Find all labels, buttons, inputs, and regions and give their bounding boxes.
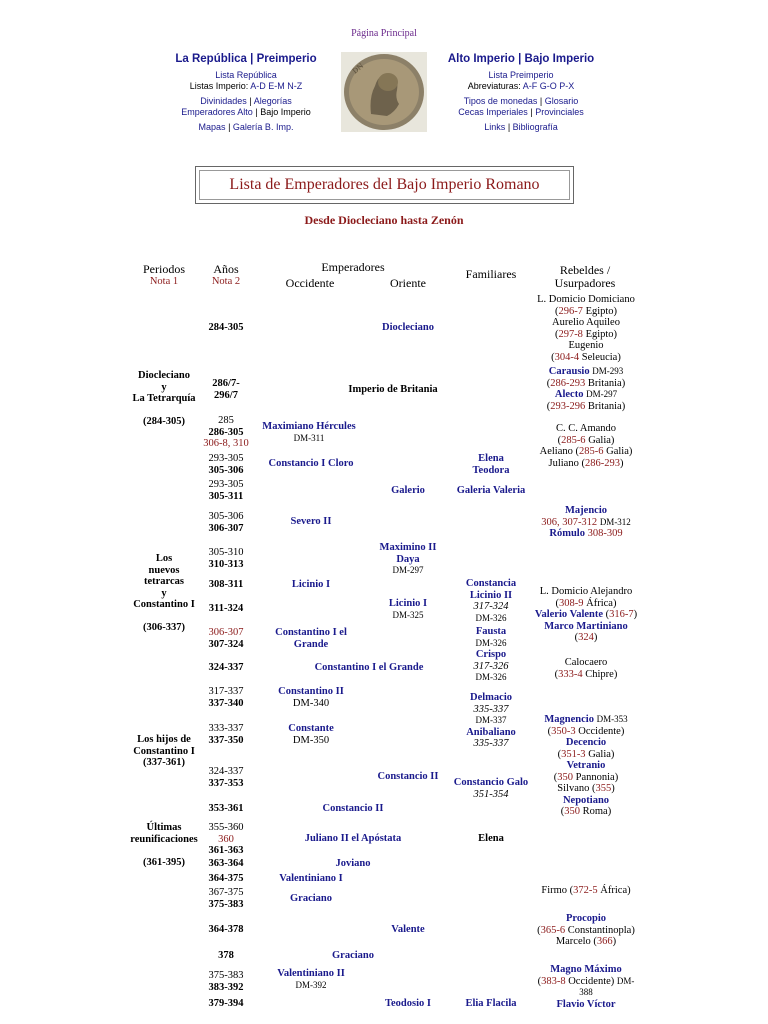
nav-right-head: Alto Imperio | Bajo Imperio xyxy=(447,53,595,65)
rebels-block-10: Magno Máximo (383-8 Occidente) DM- 388 Flavio Víctor xyxy=(537,964,635,1010)
family-link[interactable]: Constancia xyxy=(465,578,517,589)
year-cell: 306-307 307-324 xyxy=(208,627,244,650)
year-cell: 367-375 375-383 xyxy=(208,887,244,910)
year-cell: 285 286-305 306-8, 310 xyxy=(203,415,249,449)
rebel-link[interactable]: Vetranio xyxy=(566,760,606,771)
year-cell: 324-337 337-353 xyxy=(208,766,244,789)
rebel-link[interactable]: Flavio Víctor xyxy=(556,998,616,1010)
nav-listas-label: Listas Imperio: xyxy=(189,80,249,91)
rebels-block-1: L. Domicio Domiciano (296-7 Egipto) Aurelio Aquileo (297-8 Egipto) Eugenio (304-4 Seleucia) xyxy=(537,294,635,363)
year-cell: 293-305 305-311 xyxy=(208,479,244,502)
year-cell: 317-337 337-340 xyxy=(208,686,244,709)
emperor-link[interactable]: Graciano xyxy=(290,893,332,904)
emperor-link[interactable]: Valentiniano I xyxy=(279,873,343,884)
header-emperadores: Emperadores xyxy=(321,260,385,274)
nav-glosario[interactable]: Glosario xyxy=(544,96,579,106)
year-cell: 286/7- 296/7 xyxy=(212,378,240,401)
rebel-link[interactable]: Magno Máximo xyxy=(550,964,622,975)
family-link[interactable]: Licinio II xyxy=(469,589,513,601)
emperor-link[interactable]: Constancio I Cloro xyxy=(268,458,354,469)
rebel-link[interactable]: Rómulo xyxy=(549,528,585,539)
rebels-block-8: Firmo (372-5 África) xyxy=(541,885,631,896)
nav-republica[interactable]: La República xyxy=(175,53,247,65)
family-entry: Delmacio 335-337 DM-337 Anibaliano 335-337 xyxy=(466,692,516,749)
header-familiares: Familiares xyxy=(465,267,517,281)
page-subtitle: Desde Diocleciano hasta Zenón xyxy=(304,213,464,227)
nav-abr-px[interactable]: P-X xyxy=(559,80,575,91)
year-cell: 305-310 310-313 xyxy=(208,547,244,570)
nav-links[interactable]: Links xyxy=(484,122,506,132)
emperor-link[interactable]: Constancio II xyxy=(322,803,384,814)
year-cell: 375-383 383-392 xyxy=(208,970,244,993)
year-cell: 284-305 xyxy=(208,322,244,333)
emperor-link[interactable]: Joviano xyxy=(335,858,371,869)
year-cell: 311-324 xyxy=(208,603,244,614)
nav-left-head: La República | Preimperio xyxy=(175,53,317,65)
family-entry: Constancia Licinio II 317-324 DM-326 xyxy=(465,578,517,623)
nav-right-sub: Lista Preimperio Abreviaturas: A-F G-O P-X Tipos de monedas | Glosario Cecas Imperiales | Provinciales Links | Bibliografía xyxy=(425,70,617,133)
nav-bajo-imperio[interactable]: Bajo Imperio xyxy=(524,53,595,65)
family-link[interactable]: Elia Flacila xyxy=(465,998,517,1009)
family-entry: Constancio Galo 351-354 xyxy=(453,777,529,800)
year-cell: 353-361 xyxy=(208,803,244,814)
nav-alegorias[interactable]: Alegorías xyxy=(253,96,292,106)
rebel-link[interactable]: Carausio xyxy=(548,366,590,377)
rebels-block-2: Carausio DM-293 (286-293 Britania) Alecto DM-297 (293-296 Britania) xyxy=(546,366,626,412)
year-cell: 355-360 360 361-363 xyxy=(208,822,244,856)
family-link[interactable]: Fausta xyxy=(475,626,507,637)
emperor-link[interactable]: Graciano xyxy=(332,950,374,961)
family-entry: Fausta DM-326 Crispo 317-326 DM-326 xyxy=(473,626,509,682)
year-cell: 308-311 xyxy=(208,579,244,590)
period-tetrarquia: Diocleciano y La Tetrarquía (284-305) xyxy=(132,370,196,427)
nav-list-nz[interactable]: N-Z xyxy=(287,80,303,91)
nav-abr-af[interactable]: A-F xyxy=(522,80,538,91)
family-link[interactable]: Crispo xyxy=(475,649,507,660)
rebels-block-6: Calocaero (333-4 Chipre) xyxy=(554,657,618,680)
emperor-link[interactable]: Diocleciano xyxy=(382,322,434,333)
nav-list-ad[interactable]: A-D xyxy=(250,80,266,91)
emperor-link[interactable]: Licinio I xyxy=(388,598,428,609)
emperor-link[interactable]: Juliano II el Apóstata xyxy=(304,833,402,844)
nav-left-sub: Lista República Listas Imperio: A-D E-M N-Z Divinidades | Alegorías Emperadores Alto | Bajo Imperio Mapas | Galería B. Imp. xyxy=(150,70,342,133)
year-cell: 305-306 306-307 xyxy=(208,511,244,534)
emperor-link[interactable]: Severo II xyxy=(290,516,332,527)
nav-galeria[interactable]: Galería B. Imp. xyxy=(232,122,294,132)
header-nota1[interactable]: Nota 1 xyxy=(149,276,179,287)
nav-divinidades[interactable]: Divinidades xyxy=(200,96,247,106)
page-title: Lista de Emperadores del Bajo Imperio Romano xyxy=(229,176,540,193)
rebel-link[interactable]: Nepotiano xyxy=(562,794,610,806)
rebel-link[interactable]: Alecto xyxy=(554,389,584,400)
emperor-link[interactable]: Constancio II xyxy=(377,771,439,782)
rebel-link[interactable]: Marco Martiniano xyxy=(544,620,628,632)
emperor-link[interactable]: Constantino I el Grande xyxy=(314,662,424,673)
title-box xyxy=(195,166,574,204)
emperor-entry: Maximiano Hércules DM-311 xyxy=(262,421,356,443)
nav-bibliografia[interactable]: Bibliografía xyxy=(512,122,558,132)
rebels-block-5: L. Domicio Alejandro (308-9 África) Valerio Valente (316-7) Marco Martiniano (324) xyxy=(534,586,638,643)
family-link[interactable]: Constancio Galo xyxy=(453,777,529,788)
nav-provinciales[interactable]: Provinciales xyxy=(535,106,584,117)
rebels-block-4: Majencio 306, 307-312 DM-312 Rómulo 308-309 xyxy=(541,505,631,539)
emperor-link[interactable]: Constante xyxy=(288,723,334,734)
emperor-link[interactable]: Galerio xyxy=(391,485,425,496)
coin-image xyxy=(341,52,427,132)
header-rebeldes: Rebeldes / Usurpadores xyxy=(554,263,616,290)
year-cell: 293-305 305-306 xyxy=(208,453,244,476)
emperor-entry: Maximino II Daya DM-297 xyxy=(379,542,437,575)
emperor-entry: Constantino II DM-340 xyxy=(278,686,344,709)
header-oriente: Oriente xyxy=(390,276,426,290)
emperor-entry: Licinio I DM-325 xyxy=(388,598,428,620)
emperor-link[interactable]: Maximino II xyxy=(379,542,437,553)
family-link[interactable]: Delmacio xyxy=(470,692,512,703)
year-cell: 379-394 xyxy=(208,998,244,1009)
period-hijos-constantino: Los hijos de Constantino I (337-361) xyxy=(133,734,195,768)
year-cell: 324-337 xyxy=(208,662,244,673)
home-link[interactable]: Página Principal xyxy=(351,28,417,39)
emperor-link[interactable]: Licinio I xyxy=(291,579,331,590)
year-cell: 378 xyxy=(218,950,234,961)
nav-mapas[interactable]: Mapas xyxy=(198,122,226,132)
family-link[interactable]: Anibaliano xyxy=(466,726,516,738)
rebel-link[interactable]: Decencio xyxy=(565,737,607,748)
emperor-link[interactable]: Constantino I el Grande xyxy=(275,627,347,650)
year-cell: 364-378 xyxy=(208,924,244,935)
rebels-block-9: Procopio (365-6 Constantinopla) Marcelo (366) xyxy=(537,913,635,947)
rebel-link[interactable]: Valerio Valente xyxy=(534,609,604,620)
nav-cecas[interactable]: Cecas Imperiales xyxy=(458,106,528,117)
nav-abreviaturas-label: Abreviaturas: xyxy=(467,80,521,91)
period-nuevos-tetrarcas: Los nuevos tetrarcas y Constantino I (306-337) xyxy=(133,553,195,633)
year-cell: 363-364 xyxy=(208,858,244,869)
nav-bajo-imperio-current: Bajo Imperio xyxy=(260,106,311,117)
rebels-block-7: Magnencio DM-353 (350-3 Occidente) Decencio (351-3 Galia) Vetranio (350 Pannonia) Silvano (355) Nepotiano (350 Roma) xyxy=(544,714,628,817)
header-nota2[interactable]: Nota 2 xyxy=(211,276,241,287)
nav-abr-go[interactable]: G-O xyxy=(539,80,557,91)
header-periodos: Periodos xyxy=(143,262,185,276)
family-link[interactable]: Elena Teodora xyxy=(472,453,510,476)
nav-list-em[interactable]: E-M xyxy=(268,80,285,91)
nav-tipos-monedas[interactable]: Tipos de monedas xyxy=(463,96,538,106)
rebel-link[interactable]: Majencio xyxy=(565,505,607,516)
emperor-link[interactable]: Valentiniano II xyxy=(277,968,345,979)
emperor-entry: Constante DM-350 xyxy=(288,723,334,746)
emperor-link[interactable]: Maximiano Hércules xyxy=(262,421,356,432)
nav-lista-republica[interactable]: Lista República xyxy=(215,70,277,80)
emperor-link[interactable]: Valente xyxy=(391,924,425,935)
header-occidente: Occidente xyxy=(285,276,335,290)
britania-label: Imperio de Britania xyxy=(348,384,438,395)
svg-text:DN: DN xyxy=(351,61,366,76)
period-reunificaciones: Últimas reunificaciones (361-395) xyxy=(130,822,198,868)
nav-lista-preimperio[interactable]: Lista Preimperio xyxy=(488,70,554,80)
family-link[interactable]: Galeria Valeria xyxy=(456,485,526,496)
emperor-link[interactable]: Teodosio I xyxy=(384,998,431,1009)
year-cell: 333-337 337-350 xyxy=(208,723,244,746)
emperor-entry: Valentiniano II DM-392 xyxy=(277,968,345,990)
emperor-link[interactable]: Constantino II xyxy=(278,686,344,697)
nav-emperadores-alto[interactable]: Emperadores Alto xyxy=(181,106,253,117)
rebel-link[interactable]: Procopio xyxy=(565,913,607,924)
rebel-link[interactable]: Magnencio xyxy=(544,714,594,725)
rebels-block-3: C. C. Amando (285-6 Galia) Aeliano (285-6 Galia) Juliano (286-293) xyxy=(539,423,633,469)
year-cell: 364-375 xyxy=(208,873,244,884)
family-entry: Elena xyxy=(478,833,504,844)
nav-alto-imperio[interactable]: Alto Imperio xyxy=(447,53,515,65)
header-anos: Años xyxy=(213,262,239,276)
nav-preimperio[interactable]: Preimperio xyxy=(256,53,317,65)
